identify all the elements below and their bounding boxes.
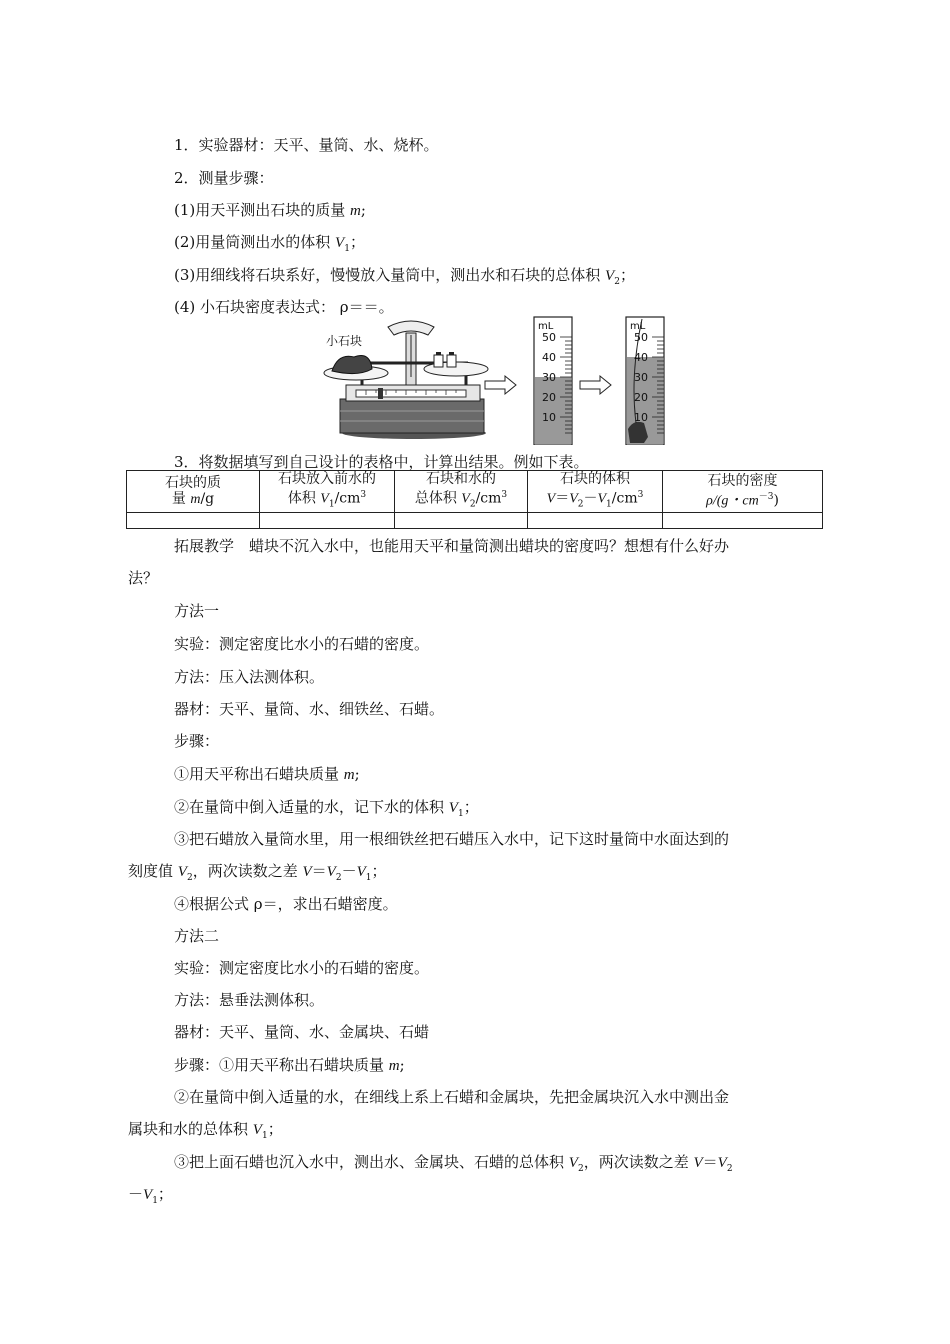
header-total-volume: 石块和水的 总体积 $V_2/cm^3$: [395, 471, 528, 513]
method-two-step-1: 步骤：①用天平称出石蜡块质量 m;: [174, 1056, 405, 1074]
scale-tick-label: 50: [542, 331, 556, 344]
method-one-step-4: ④根据公式 ρ＝，求出石蜡密度。: [174, 895, 398, 913]
method-two-heading: 方法二: [174, 927, 220, 945]
scale-tick-label: 10: [542, 411, 556, 424]
step-1: (1)用天平测出石块的质量 m;: [174, 201, 366, 219]
method-one-step-3: ③把石蜡放入量筒水里，用一根细铁丝把石蜡压入水中，记下这时量筒中水面达到的: [174, 830, 730, 848]
data-table: [126, 470, 823, 529]
measuring-cylinder-before: [534, 317, 572, 445]
unit-label: mL: [538, 321, 554, 332]
table-intro: 3．将数据填写到自己设计的表格中，计算出结果。例如下表。: [174, 453, 589, 471]
header-water-volume: 石块放入前水的 体积 $V_1/cm^3$: [260, 471, 395, 513]
arrow-icon: [485, 376, 516, 394]
method-two-experiment: 实验：测定密度比水小的石蜡的密度。: [174, 959, 430, 977]
method-one-equipment: 器材：天平、量筒、水、细铁丝、石蜡。: [174, 700, 445, 718]
experiment-figure: [318, 315, 668, 445]
table-header-row: [127, 471, 823, 513]
method-two-step-3: ③把上面石蜡也沉入水中，测出水、金属块、石蜡的总体积 $V_2$，两次读数之差 $V=V_2$: [174, 1153, 733, 1174]
scale-tick-label: 50: [634, 331, 648, 344]
method-one-step-3-cont: 刻度值 $V_2$，两次读数之差 $V=V_2-V_1$；: [128, 862, 387, 883]
table-cell: [127, 513, 260, 529]
scale-tick-label: 30: [542, 371, 556, 384]
method-two-step-2-cont: 属块和水的总体积 $V_1$；: [128, 1120, 283, 1141]
method-one-step-2: ②在量筒中倒入适量的水，记下水的体积 $V_1$；: [174, 798, 479, 819]
table-cell: [395, 513, 528, 529]
method-two-approach: 方法：悬垂法测体积。: [174, 991, 325, 1009]
scale-tick-label: 40: [634, 351, 648, 364]
scale-tick-label: 30: [634, 371, 648, 384]
method-two-step-3-cont: $-V_1$；: [128, 1185, 173, 1206]
scale-tick-label: 20: [634, 391, 648, 404]
scale-tick-label: 10: [634, 411, 648, 424]
step-4: (4) 小石块密度表达式： ρ＝＝。: [174, 298, 394, 316]
method-one-experiment: 实验：测定密度比水小的石蜡的密度。: [174, 635, 430, 653]
table-cell: [528, 513, 663, 529]
header-density: 石块的密度 ρ/(g・$cm^{-3}$): [663, 471, 823, 513]
header-mass: 石块的质 量 m/g: [127, 471, 260, 513]
method-one-steps: 步骤：: [174, 732, 220, 750]
measuring-cylinder-after: [626, 317, 664, 445]
method-one-approach: 方法：压入法测体积。: [174, 668, 325, 686]
scale-tick-label: 40: [542, 351, 556, 364]
extension-line-cont: 法？: [128, 569, 159, 587]
method-two-step-2: ②在量筒中倒入适量的水，在细线上系上石蜡和金属块，先把金属块沉入水中测出金: [174, 1088, 730, 1106]
step-2: (2)用量筒测出水的体积 $V_1$；: [174, 233, 365, 254]
header-stone-volume: 石块的体积 $V=V_2-V_1/cm^3$: [528, 471, 663, 513]
equipment-line: 1．实验器材：天平、量筒、水、烧杯。: [174, 136, 439, 154]
table-row: [127, 513, 823, 529]
stone-label: 小石块: [326, 334, 363, 348]
arrow-icon: [580, 376, 611, 394]
table-cell: [260, 513, 395, 529]
method-two-equipment: 器材：天平、量筒、水、金属块、石蜡: [174, 1023, 430, 1041]
steps-heading: 2．测量步骤：: [174, 169, 274, 187]
scale-tick-label: 20: [542, 391, 556, 404]
method-one-heading: 方法一: [174, 602, 220, 620]
extension-line: 拓展教学 蜡块不沉入水中，也能用天平和量筒测出蜡块的密度吗？想想有什么好办: [174, 537, 730, 555]
step-3: (3)用细线将石块系好，慢慢放入量筒中，测出水和石块的总体积 $V_2$；: [174, 266, 635, 287]
unit-label: mL: [630, 321, 646, 332]
table-cell: [663, 513, 823, 529]
method-one-step-1: ①用天平称出石蜡块质量 m;: [174, 765, 360, 783]
